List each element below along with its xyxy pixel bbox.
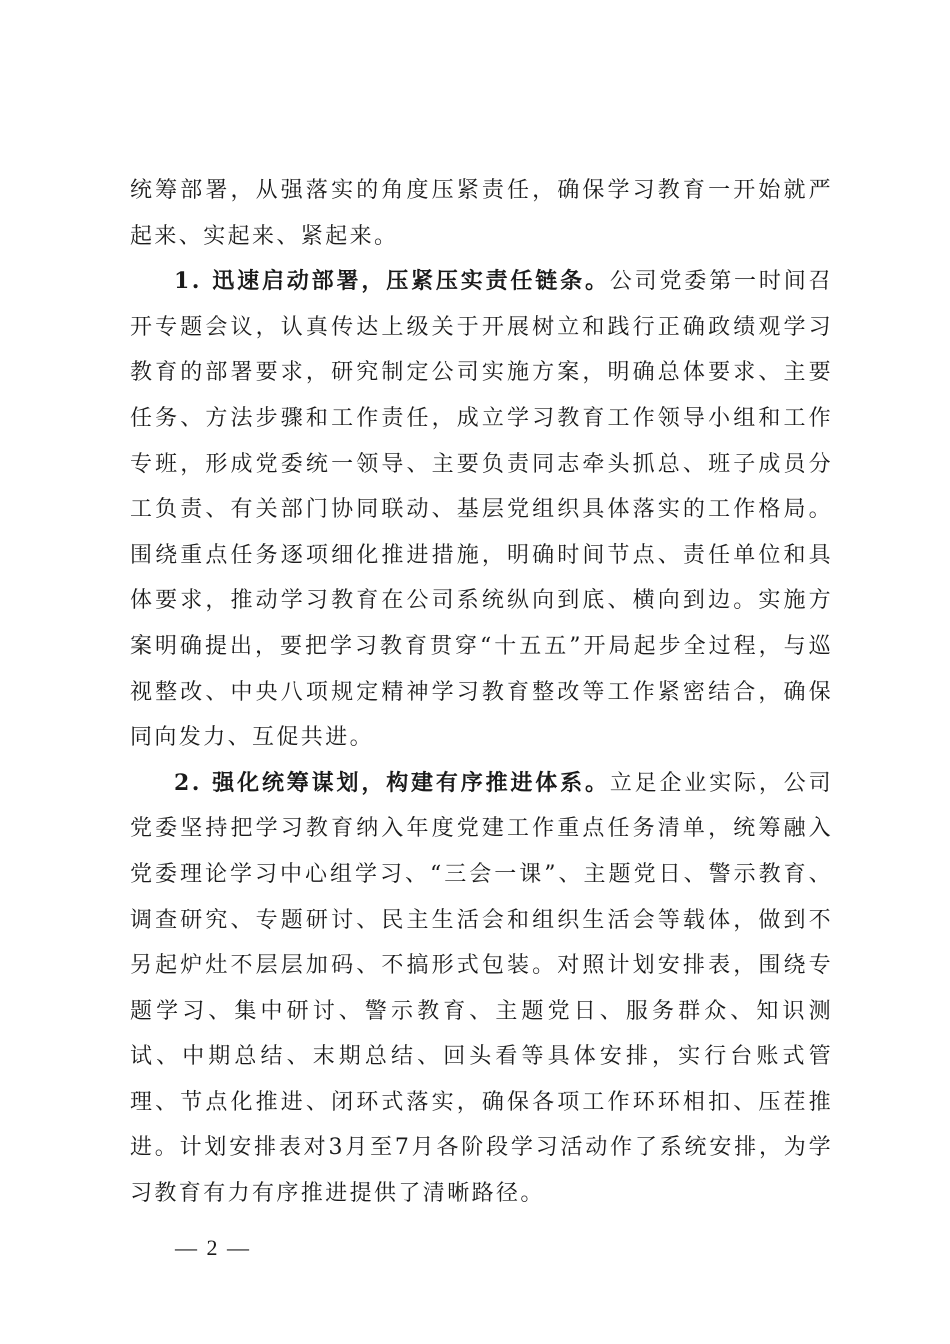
section-2-body: 立足企业实际，公司党委坚持把学习教育纳入年度党建工作重点任务清单，统筹融入党委理论学习中心组学习、“三会一课”、主题党日、警示教育、调查研究、专题研讨、民主生活会和组织生活会等载体，做到不另起炉灶不层层加码、不搞形式包装。对照计划安排表，围绕专题学习、集中研讨、警示教育、主题党日、服务群众、知识测试、中期总结、末期总结、回头看等具体安排，实行台账式管理、节点化推进、闭环式落实，确保各项工作环环相扣、压茬推进。计划安排表对3月至7月各阶段学习活动作了系统安排，为学习教育有力有序推进提供了清晰路径。 (130, 770, 833, 1207)
section-1-heading: 1. 迅速启动部署，压紧压实责任链条。 (174, 268, 610, 295)
paragraph-section-2 (130, 761, 833, 1217)
paragraph-section-1 (130, 259, 833, 761)
section-2-heading: 2. 强化统筹谋划，构建有序推进体系。 (174, 769, 610, 796)
paragraph-intro (130, 168, 833, 259)
document-page (130, 168, 833, 1217)
page-number: — 2 — (175, 1235, 251, 1260)
section-1-body: 公司党委第一时间召开专题会议，认真传达上级关于开展树立和践行正确政绩观学习教育的部署要求，研究制定公司实施方案，明确总体要求、主要任务、方法步骤和工作责任，成立学习教育工作领导小组和工作专班，形成党委统一领导、主要负责同志牵头抓总、班子成员分工负责、有关部门协同联动、基层党组织具体落实的工作格局。围绕重点任务逐项细化推进措施，明确时间节点、责任单位和具体要求，推动学习教育在公司系统纵向到底、横向到边。实施方案明确提出，要把学习教育贯穿“十五五”开局起步全过程，与巡视整改、中央八项规定精神学习教育整改等工作紧密结合，确保同向发力、互促共进。 (130, 269, 833, 751)
paragraph-intro-body: 统筹部署，从强落实的角度压紧责任，确保学习教育一开始就严起来、实起来、紧起来。 (130, 178, 833, 249)
